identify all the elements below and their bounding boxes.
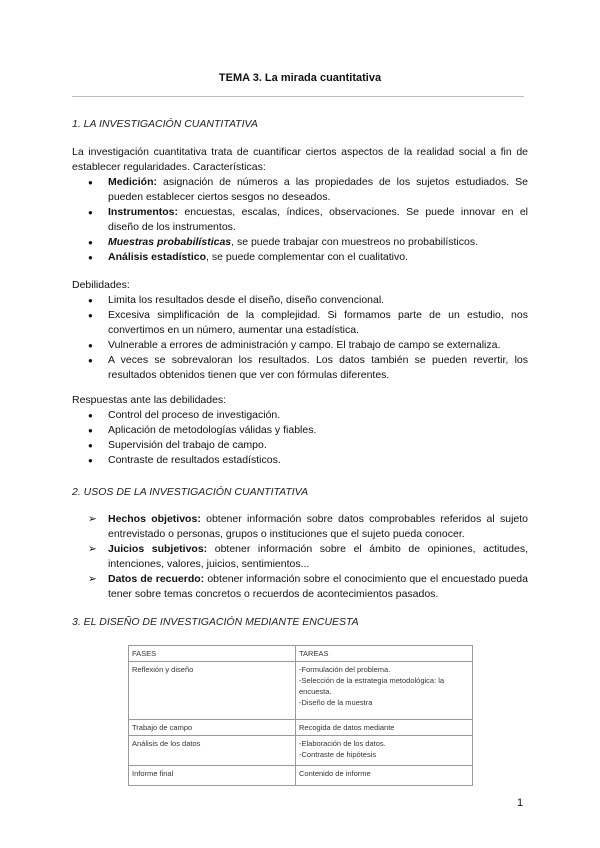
- table-header-row: [129, 646, 473, 662]
- title-divider: [72, 96, 524, 97]
- list-item: ● A veces se sobrevaloran los resultados. Los datos también se pueden revertir, los resultados obtenidos tienen que ver con fórmulas diferentes.: [72, 353, 528, 383]
- list-item: [72, 205, 528, 235]
- page-number: 1: [517, 797, 524, 809]
- list-item: ● Vulnerable a errores de administración y campo. El trabajo de campo se externaliza.: [72, 338, 528, 353]
- use-term: Hechos objetivos:: [108, 513, 201, 525]
- feature-text: , se puede trabajar con muestreos no probabilísticos.: [231, 236, 479, 248]
- feature-term: Instrumentos:: [108, 206, 179, 218]
- section-1-intro: La investigación cuantitativa trata de cuantificar ciertos aspectos de la realidad social a fin de establecer regularidades. Características:: [72, 146, 528, 173]
- task-line: -Elaboración de los datos.: [299, 739, 386, 748]
- list-item: ● Limita los resultados desde el diseño, diseño convencional.: [72, 293, 528, 308]
- task-line: -Contraste de hipótesis: [299, 750, 377, 759]
- feature-term: Análisis estadístico: [108, 251, 207, 263]
- list-item: ● Contraste de resultados estadísticos.: [72, 453, 528, 468]
- list-item: [72, 572, 528, 602]
- feature-term: Medición:: [108, 176, 157, 188]
- list-item: [72, 512, 528, 542]
- table-cell: [296, 662, 473, 720]
- use-text: obtener información sobre el ámbito de opiniones, actitudes, intenciones, valores, juicios, sentimientos...: [108, 543, 528, 570]
- table-row: [129, 720, 473, 736]
- weaknesses-label: Debilidades:: [72, 279, 130, 291]
- responses-list: [72, 408, 528, 468]
- task-line: Contenido de informe: [299, 769, 371, 778]
- uses-list: [72, 512, 528, 602]
- list-item: [72, 250, 528, 265]
- use-text: obtener información sobre datos comprobables referidos al sujeto entrevistado o personas, grupos o instituciones que el sujeto pueda conocer.: [108, 513, 528, 540]
- table-cell: [296, 720, 473, 736]
- list-item: [72, 235, 528, 250]
- table-header-cell: FASES: [129, 646, 296, 662]
- table-cell: Informe final: [129, 766, 296, 786]
- phases-table: [128, 645, 473, 786]
- task-line: -Diseño de la muestra: [299, 698, 373, 707]
- feature-term: Muestras probabilísticas: [108, 236, 232, 248]
- task-line: -Selección de la estrategia metodológica: la encuesta.: [299, 676, 445, 696]
- table-cell: Trabajo de campo: [129, 720, 296, 736]
- table-cell: [296, 736, 473, 766]
- use-term: Juicios subjetivos:: [108, 543, 208, 555]
- arrow-bullet-icon: ➢: [88, 543, 97, 555]
- section-3-heading: 3. EL DISEÑO DE INVESTIGACIÓN MEDIANTE ENCUESTA: [72, 616, 359, 628]
- list-item: [72, 542, 528, 572]
- task-line: Recogida de datos mediante: [299, 723, 395, 732]
- arrow-bullet-icon: ➢: [88, 573, 97, 585]
- feature-text: , se puede complementar con el cualitativo.: [206, 251, 408, 263]
- features-list: [72, 175, 528, 265]
- weaknesses-list: [72, 293, 528, 383]
- table-cell: Análisis de los datos: [129, 736, 296, 766]
- table-cell: [296, 766, 473, 786]
- list-item: ● Aplicación de metodologías válidas y fiables.: [72, 423, 528, 438]
- list-item: ● Control del proceso de investigación.: [72, 408, 528, 423]
- table-row: [129, 736, 473, 766]
- page-title: TEMA 3. La mirada cuantitativa: [218, 72, 382, 84]
- responses-label: Respuestas ante las debilidades:: [72, 394, 227, 406]
- use-term: Datos de recuerdo:: [108, 573, 205, 585]
- task-line: -Formulación del problema.: [299, 665, 391, 674]
- table-row: [129, 766, 473, 786]
- list-item: [72, 175, 528, 205]
- table-cell: Reflexión y diseño: [129, 662, 296, 720]
- section-1-heading: 1. LA INVESTIGACIÓN CUANTITATIVA: [72, 118, 258, 130]
- section-2-heading: 2. USOS DE LA INVESTIGACIÓN CUANTITATIVA: [72, 486, 309, 498]
- feature-text: asignación de números a las propiedades de los sujetos estudiados. Se pueden establecer ciertos sesgos no deseados.: [108, 176, 528, 203]
- table-header-cell: TAREAS: [296, 646, 473, 662]
- list-item: ● Supervisión del trabajo de campo.: [72, 438, 528, 453]
- table-row: [129, 662, 473, 720]
- feature-text: encuestas, escalas, índices, observaciones. Se puede innovar en el diseño de los instrumentos.: [108, 206, 528, 233]
- use-text: obtener información sobre el conocimiento que el encuestado pueda tener sobre temas concretos o recuerdos de acontecimientos pasados.: [108, 573, 528, 600]
- arrow-bullet-icon: ➢: [88, 513, 97, 525]
- list-item: ● Excesiva simplificación de la complejidad. Si formamos parte de un estudio, nos convertimos en un número, aumentar una estadística.: [72, 308, 528, 338]
